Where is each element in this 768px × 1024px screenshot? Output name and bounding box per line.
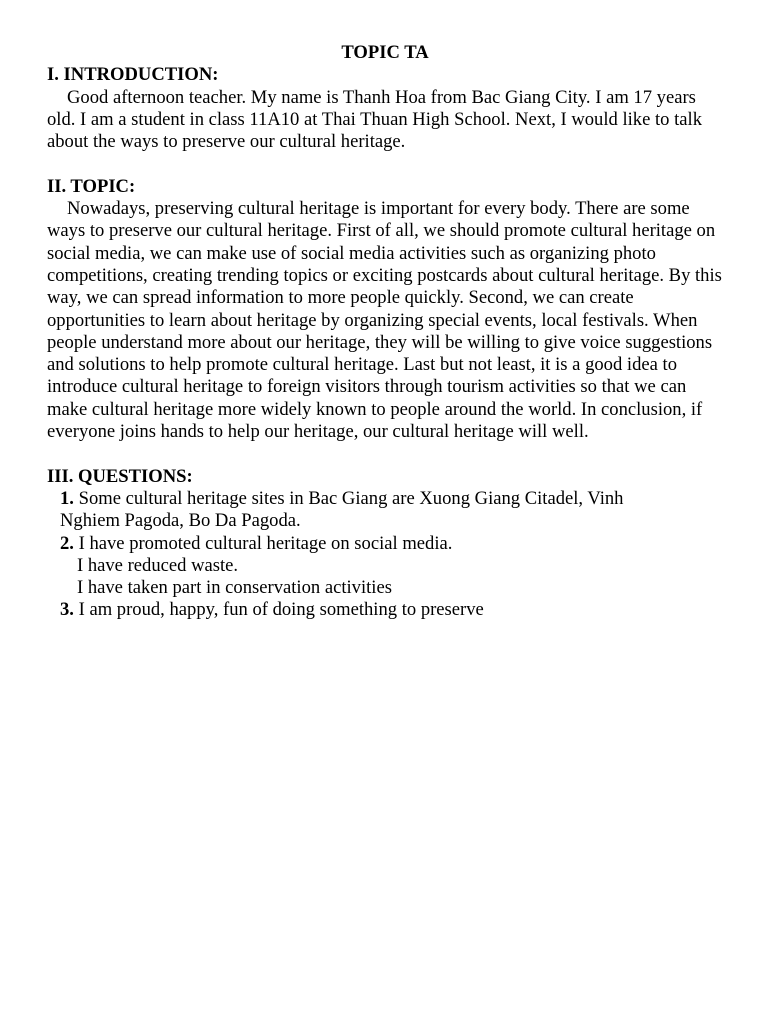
document-title: TOPIC TA [341,42,429,63]
question-1-line-2: Nghiem Pagoda, Bo Da Pagoda. [60,510,301,532]
question-3-text: I am proud, happy, fun of doing something to preserve [73,599,484,621]
introduction-heading: I. INTRODUCTION: [47,64,219,86]
question-2-number: 2. [60,532,74,554]
question-3-line-1 [47,599,723,621]
question-2-line-3: I have taken part in conservation activities [77,577,392,599]
question-1-text: Some cultural heritage sites in Bac Giang are Xuong Giang Citadel, Vinh [73,487,624,509]
question-1-line-1 [47,488,723,510]
question-2-line-2: I have reduced waste. [77,554,239,576]
topic-heading: II. TOPIC: [47,175,136,197]
questions-heading: III. QUESTIONS: [47,465,193,487]
question-3 [47,599,723,621]
question-3-number: 3. [60,599,74,621]
topic-paragraph: Nowadays, preserving cultural heritage is important for every body. There are some ways to preserve our cultural heritage. First of all, we should promote cultural heritage on social media, we can make use of social media activities such as organizing photo competitions, creating trending topics or exciting postcards about cultural heritage. By this way, we can spread information to more people quickly. Second, we can create opportunities to learn about heritage by organizing special events, local festivals. When people understand more about our heritage, they will be willing to give voice suggestions and solutions to help promote cultural heritage. Last but not least, it is a good idea to introduce cultural heritage to foreign visitors through tourism activities so that we can make cultural heritage more widely known to people around the world. In conclusion, if everyone joins hands to help our heritage, our cultural heritage will well. [47,198,722,443]
introduction-paragraph: Good afternoon teacher. My name is Thanh Hoa from Bac Giang City. I am 17 years old. I am a student in class 11A10 at Thai Thuan High School. Next, I would like to talk about the ways to preserve our cultural heritage. [47,86,702,153]
question-2-line-1 [47,533,723,555]
spacer [47,153,723,175]
question-1 [47,488,723,533]
question-2 [47,533,723,600]
question-1-number: 1. [60,487,74,509]
spacer [47,443,723,465]
document-page [47,42,723,622]
question-2-text: I have promoted cultural heritage on social media. [73,532,453,554]
